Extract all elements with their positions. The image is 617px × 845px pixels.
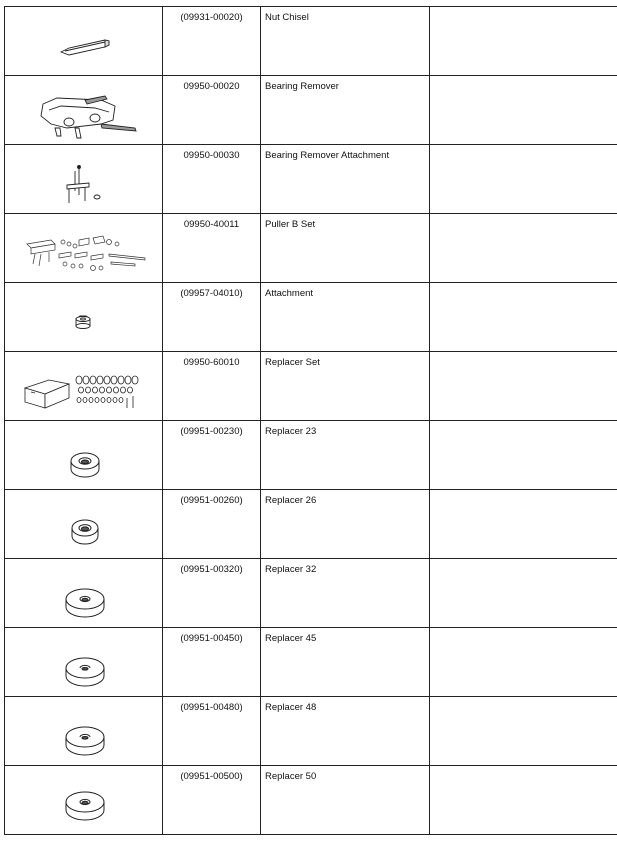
tool-note — [430, 559, 617, 628]
table-row — [5, 145, 617, 214]
part-number: (09951-00230) — [163, 421, 261, 490]
part-number: (09951-00450) — [163, 628, 261, 697]
tool-illustration-cell — [5, 145, 163, 214]
table-row — [5, 352, 617, 421]
table-row — [5, 214, 617, 283]
tool-illustration-cell — [5, 352, 163, 421]
nut-chisel-icon — [5, 7, 162, 75]
table-row — [5, 697, 617, 766]
special-service-tools-table — [4, 6, 617, 835]
tool-name: Replacer 45 — [261, 628, 430, 697]
table-row — [5, 766, 617, 835]
part-number: 09950-00020 — [163, 76, 261, 145]
table-row — [5, 421, 617, 490]
tool-illustration-cell — [5, 76, 163, 145]
tool-note — [430, 214, 617, 283]
tool-note — [430, 628, 617, 697]
part-number: (09931-00020) — [163, 7, 261, 76]
part-number: (09951-00480) — [163, 697, 261, 766]
replacer-icon — [5, 490, 162, 558]
table-row — [5, 628, 617, 697]
tool-note — [430, 283, 617, 352]
replacer-icon — [5, 697, 162, 765]
table-row — [5, 490, 617, 559]
tool-illustration-cell — [5, 559, 163, 628]
part-number: 09950-60010 — [163, 352, 261, 421]
part-number: (09951-00320) — [163, 559, 261, 628]
replacer-icon — [5, 421, 162, 489]
tool-note — [430, 352, 617, 421]
tool-name: Bearing Remover — [261, 76, 430, 145]
tool-note — [430, 490, 617, 559]
table-row — [5, 283, 617, 352]
table-row — [5, 559, 617, 628]
bearing-remover-attachment-icon — [5, 145, 162, 213]
puller-b-set-icon — [5, 214, 162, 282]
tool-name: Nut Chisel — [261, 7, 430, 76]
tool-note — [430, 421, 617, 490]
tool-name: Replacer 32 — [261, 559, 430, 628]
tool-name: Puller B Set — [261, 214, 430, 283]
table-row — [5, 76, 617, 145]
tool-name: Replacer 48 — [261, 697, 430, 766]
tool-illustration-cell — [5, 421, 163, 490]
tool-note — [430, 145, 617, 214]
attachment-icon — [5, 283, 162, 351]
tool-note — [430, 7, 617, 76]
tool-name: Replacer 23 — [261, 421, 430, 490]
replacer-icon — [5, 628, 162, 696]
bearing-remover-icon — [5, 76, 162, 144]
part-number: (09951-00500) — [163, 766, 261, 835]
tool-illustration-cell — [5, 7, 163, 76]
tool-illustration-cell — [5, 766, 163, 835]
table-row — [5, 7, 617, 76]
tool-note — [430, 766, 617, 835]
tool-name: Attachment — [261, 283, 430, 352]
tool-illustration-cell — [5, 283, 163, 352]
tool-name: Replacer Set — [261, 352, 430, 421]
replacer-icon — [5, 766, 162, 834]
tool-name: Bearing Remover Attachment — [261, 145, 430, 214]
tool-illustration-cell — [5, 697, 163, 766]
tool-name: Replacer 50 — [261, 766, 430, 835]
replacer-icon — [5, 559, 162, 627]
replacer-set-icon — [5, 352, 162, 420]
part-number: (09957-04010) — [163, 283, 261, 352]
tool-name: Replacer 26 — [261, 490, 430, 559]
part-number: 09950-00030 — [163, 145, 261, 214]
tool-illustration-cell — [5, 214, 163, 283]
tool-note — [430, 76, 617, 145]
tool-illustration-cell — [5, 628, 163, 697]
tool-note — [430, 697, 617, 766]
part-number: (09951-00260) — [163, 490, 261, 559]
tool-illustration-cell — [5, 490, 163, 559]
part-number: 09950-40011 — [163, 214, 261, 283]
